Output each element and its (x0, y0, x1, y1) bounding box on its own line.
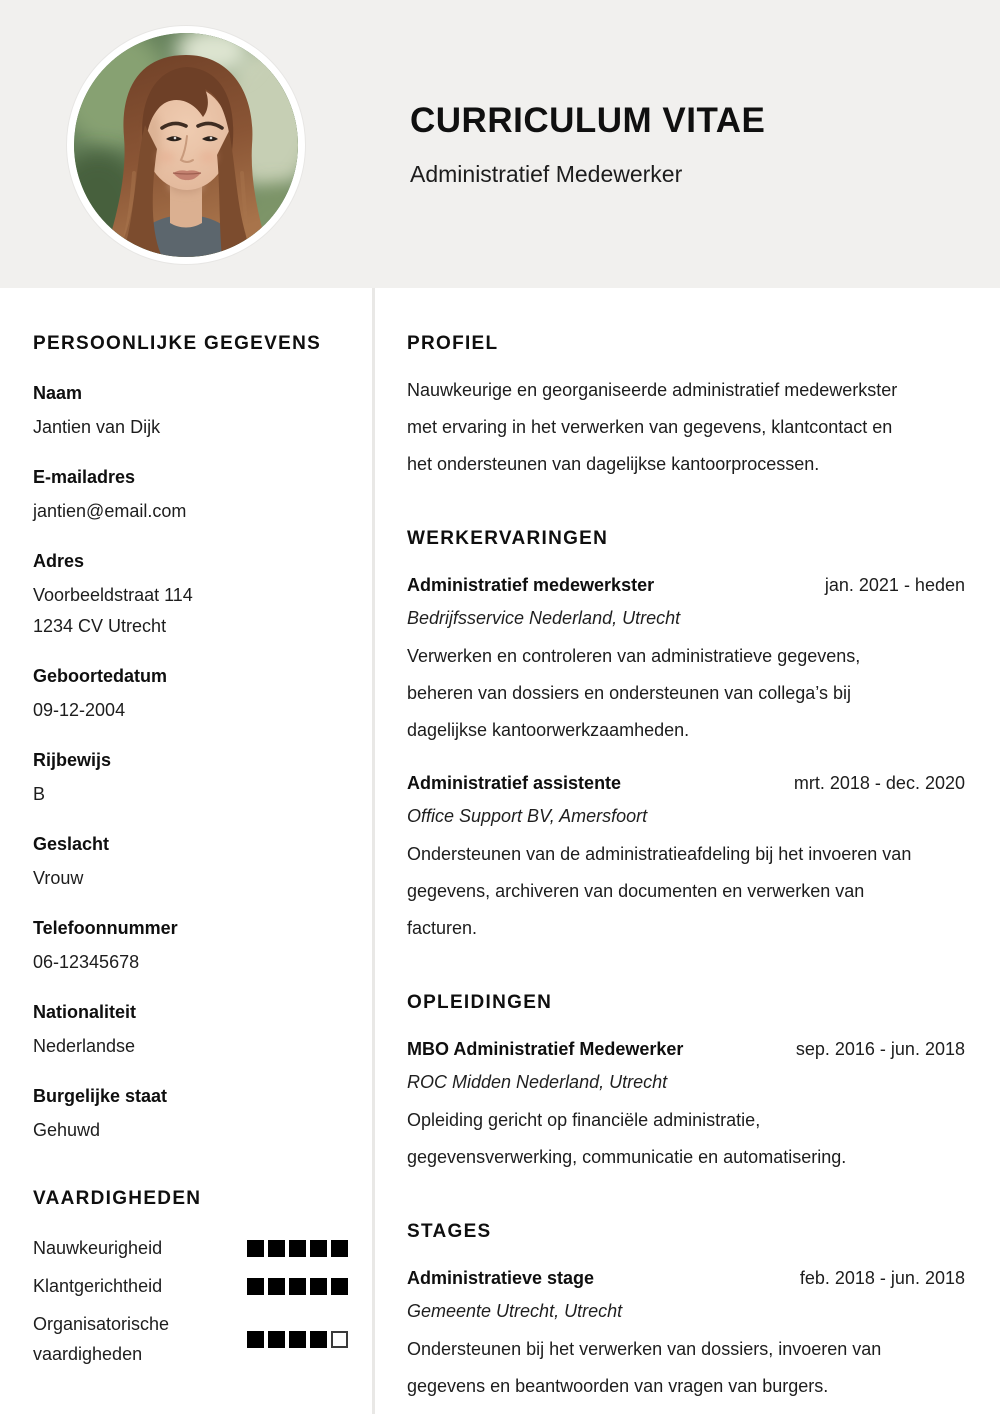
field-value: Vrouw (33, 868, 84, 888)
education-entry (407, 1037, 965, 1176)
skill-label: Organisatorische vaardigheden (33, 1314, 170, 1364)
internship-entry (407, 1266, 965, 1405)
section-stages (407, 1220, 965, 1405)
skill-square-filled (247, 1240, 264, 1257)
section-heading-werkervaringen: WERKERVARINGEN (407, 528, 609, 549)
entry-title: Administratief assistente (407, 773, 622, 793)
right-column (375, 288, 1000, 1414)
entry-title: Administratieve stage (407, 1268, 595, 1288)
section-werkervaringen (407, 527, 965, 947)
skill-square-empty (331, 1331, 348, 1348)
skill-rating (247, 1331, 348, 1348)
field-value: 09-12-2004 (33, 700, 126, 720)
profile-photo (67, 26, 305, 264)
skill-square-filled (268, 1278, 285, 1295)
header (0, 0, 1000, 288)
left-column (0, 288, 375, 1414)
entry-title: Administratief medewerkster (407, 575, 655, 595)
section-heading-profiel: PROFIEL (407, 333, 499, 354)
skill-label: Nauwkeurigheid (33, 1238, 163, 1258)
field-label: Nationaliteit (33, 1002, 137, 1022)
skill-square-filled (310, 1240, 327, 1257)
entry-head (407, 771, 965, 795)
field-value: jantien@email.com (33, 501, 187, 521)
page-title: CURRICULUM VITAE (410, 101, 766, 140)
field-emailadres (33, 466, 352, 527)
field-nationaliteit (33, 1001, 352, 1062)
portrait-photo-image (74, 33, 298, 257)
entry-period: sep. 2016 - jun. 2018 (795, 1039, 965, 1059)
field-geboortedatum (33, 665, 352, 726)
entry-title: MBO Administratief Medewerker (407, 1039, 684, 1059)
skill-square-filled (331, 1240, 348, 1257)
work-entry (407, 573, 965, 749)
entry-organization: Office Support BV, Amersfoort (407, 806, 648, 826)
field-label: Burgelijke staat (33, 1086, 168, 1106)
skill-row (33, 1233, 352, 1263)
field-geslacht (33, 833, 352, 894)
skill-row (33, 1309, 352, 1369)
profiel-text: Nauwkeurige en georganiseerde administratief medewerkster met ervaring in het verwerken van gegevens, klantcontact en het ondersteunen van dagelijkse kantoorprocessen. (407, 380, 898, 474)
field-naam (33, 382, 352, 443)
skill-square-filled (289, 1240, 306, 1257)
section-profiel (407, 332, 965, 483)
field-value: Jantien van Dijk (33, 417, 161, 437)
field-value: 1234 CV Utrecht (33, 616, 167, 636)
section-skills (33, 1187, 352, 1369)
entry-organization: ROC Midden Nederland, Utrecht (407, 1072, 668, 1092)
entry-period: feb. 2018 - jun. 2018 (799, 1268, 965, 1288)
entry-period: mrt. 2018 - dec. 2020 (793, 773, 965, 793)
field-burgelijke-staat (33, 1085, 352, 1146)
section-opleidingen (407, 991, 965, 1176)
field-value: Nederlandse (33, 1036, 136, 1056)
skill-square-filled (268, 1240, 285, 1257)
page-subtitle: Administratief Medewerker (410, 161, 683, 187)
field-adres (33, 550, 352, 642)
field-value: Voorbeeldstraat 114 (33, 585, 193, 605)
field-label: E-mailadres (33, 467, 136, 487)
field-telefoonnummer (33, 917, 352, 978)
skill-square-filled (310, 1331, 327, 1348)
field-label: Adres (33, 551, 85, 571)
entry-head (407, 1037, 965, 1061)
content-columns (0, 288, 1000, 1414)
entry-head (407, 1266, 965, 1290)
skill-square-filled (247, 1331, 264, 1348)
skill-rating (247, 1240, 348, 1257)
entry-period: jan. 2021 - heden (824, 575, 965, 595)
field-label: Geslacht (33, 834, 110, 854)
section-personal (33, 332, 352, 1146)
entry-description: Ondersteunen van de administratieafdeling bij het invoeren van gegevens, archiveren van documenten en verwerken van facturen. (407, 844, 912, 938)
skill-square-filled (289, 1331, 306, 1348)
field-label: Rijbewijs (33, 750, 112, 770)
section-heading-opleidingen: OPLEIDINGEN (407, 992, 553, 1013)
entry-description: Verwerken en controleren van administratieve gegevens, beheren van dossiers en ondersteunen van collega’s bij dagelijkse kantoorwerkzaamheden. (407, 646, 861, 740)
skill-square-filled (247, 1278, 264, 1295)
entry-description: Ondersteunen bij het verwerken van dossiers, invoeren van gegevens en beantwoorden van vragen van burgers. (407, 1339, 882, 1396)
field-rijbewijs (33, 749, 352, 810)
entry-organization: Bedrijfsservice Nederland, Utrecht (407, 608, 681, 628)
skill-label: Klantgerichtheid (33, 1276, 163, 1296)
entry-head (407, 573, 965, 597)
skill-square-filled (268, 1331, 285, 1348)
skill-square-filled (310, 1278, 327, 1295)
section-heading-skills: VAARDIGHEDEN (33, 1188, 202, 1209)
field-value: 06-12345678 (33, 952, 140, 972)
section-heading-stages: STAGES (407, 1221, 492, 1242)
work-entry (407, 771, 965, 947)
skill-rating (247, 1278, 348, 1295)
section-heading-personal: PERSOONLIJKE GEGEVENS (33, 333, 322, 354)
entry-description: Opleiding gericht op financiële administratie, gegevensverwerking, communicatie en automatisering. (407, 1110, 847, 1167)
field-label: Geboortedatum (33, 666, 168, 686)
field-label: Naam (33, 383, 83, 403)
header-text (410, 102, 765, 187)
skill-row (33, 1271, 352, 1301)
field-label: Telefoonnummer (33, 918, 178, 938)
field-value: Gehuwd (33, 1120, 101, 1140)
skill-square-filled (331, 1278, 348, 1295)
skill-square-filled (289, 1278, 306, 1295)
entry-organization: Gemeente Utrecht, Utrecht (407, 1301, 623, 1321)
field-value: B (33, 784, 46, 804)
